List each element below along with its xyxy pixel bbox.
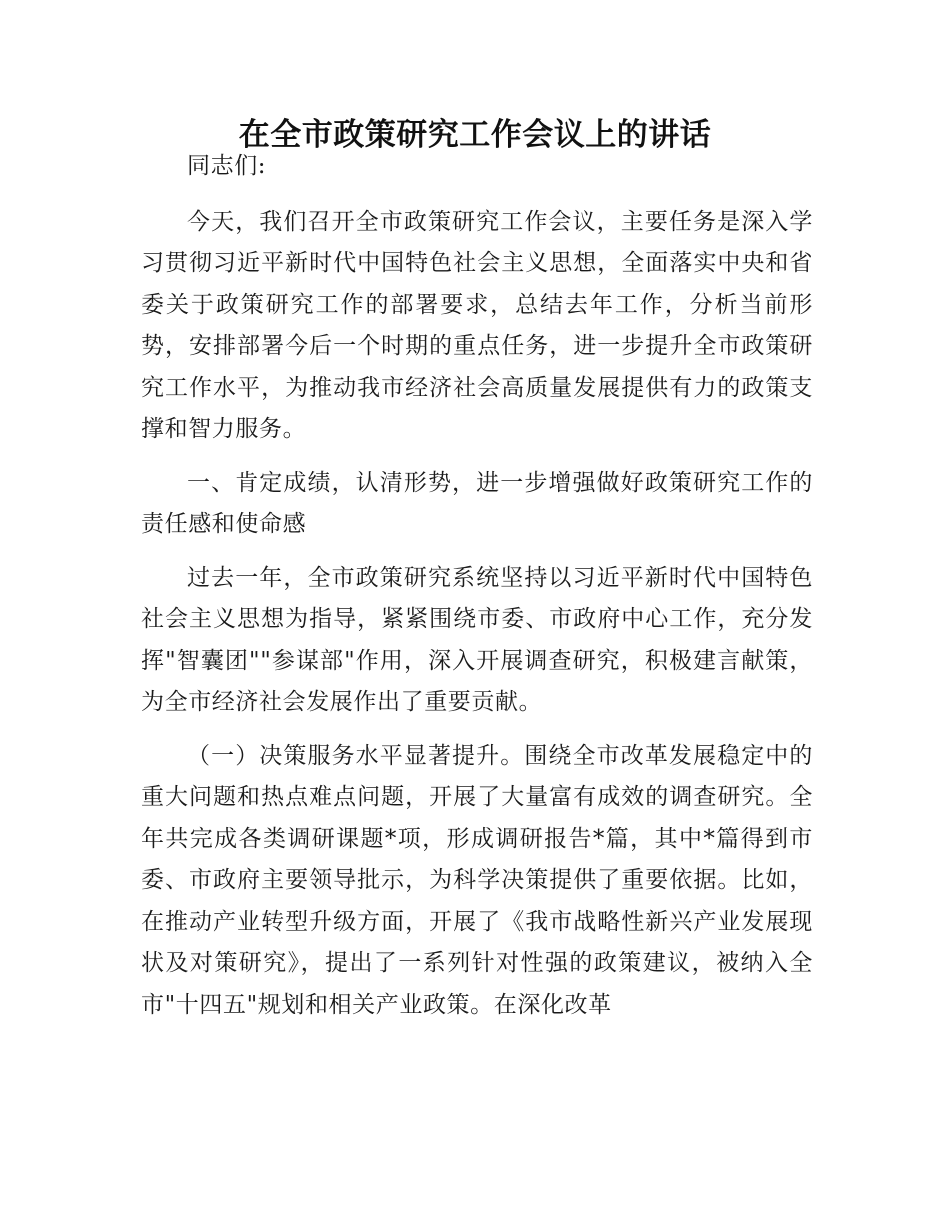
document-title: 在全市政策研究工作会议上的讲话 <box>238 117 712 153</box>
paragraph-intro: 今天，我们召开全市政策研究工作会议，主要任务是深入学习贯彻习近平新时代中国特色社会主义思想，全面落实中央和省委关于政策研究工作的部署要求，总结去年工作，分析当前形势，安排部署今后一个时期的重点任务，进一步提升全市政策研究工作水平，为推动我市经济社会高质量发展提供有力的政策支撑和智力服务。 <box>141 208 813 442</box>
paragraph-subsection-1: （一）决策服务水平显著提升。围绕全市改革发展稳定中的重大问题和热点难点问题，开展了大量富有成效的调查研究。全年共完成各类调研课题*项，形成调研报告*篇，其中*篇得到市委、市政府主要领导批示，为科学决策提供了重要依据。比如，在推动产业转型升级方面，开展了《我市战略性新兴产业发展现状及对策研究》，提出了一系列针对性强的政策建议，被纳入全市"十四五"规划和相关产业政策。在深化改革 <box>141 742 813 1018</box>
paragraph-review: 过去一年，全市政策研究系统坚持以习近平新时代中国特色社会主义思想为指导，紧紧围绕市委、市政府中心工作，充分发挥"智囊团""参谋部"作用，深入开展调查研究，积极建言献策，为全市经济社会发展作出了重要贡献。 <box>141 564 813 715</box>
document-body <box>141 146 813 1038</box>
salutation: 同志们: <box>187 153 267 179</box>
section-heading-1: 一、肯定成绩，认清形势，进一步增强做好政策研究工作的责任感和使命感 <box>141 469 813 537</box>
